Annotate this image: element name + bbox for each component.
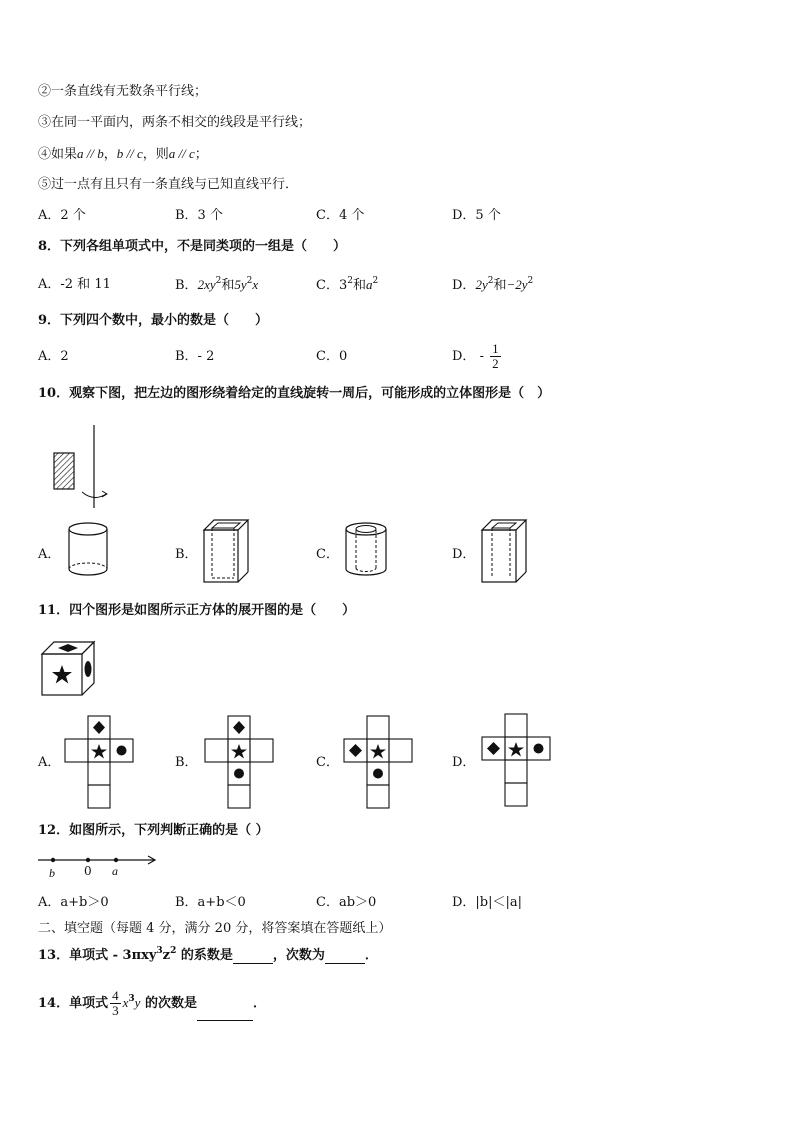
net-b (204, 715, 276, 810)
diamond-icon (349, 744, 362, 757)
q9-option-b: B．- 2 (175, 349, 215, 364)
star-icon (52, 665, 72, 684)
q12-option-b: B．a+b＜0 (175, 895, 246, 910)
q8-option-a: A．-2 和 11 (38, 277, 111, 292)
q10-label-a: A． (38, 547, 61, 562)
q9-stem: 9．下列四个数中，最小的数是（ ） (38, 313, 269, 328)
star-icon (231, 744, 247, 759)
star-icon (370, 744, 386, 759)
q10-cylinder (64, 519, 112, 581)
q10-hollow-cylinder (340, 519, 392, 581)
star-icon (508, 742, 524, 757)
q10-label-c: C． (316, 547, 339, 562)
net-a (64, 715, 136, 810)
diamond-icon (233, 721, 245, 734)
circle-icon (534, 744, 544, 754)
diamond-icon (487, 742, 500, 755)
net-d (481, 713, 553, 808)
q9-fraction: $\frac{1}{2}$ (492, 341, 499, 371)
q11-cube (40, 640, 98, 698)
q14-blank[interactable] (197, 1008, 253, 1021)
q11-label-b: B． (175, 755, 198, 770)
q10-hollow-prism-b (198, 516, 254, 586)
circle-icon (373, 769, 383, 779)
axis-label-b: b (49, 866, 55, 880)
q9-option-a: A．2 (38, 349, 69, 364)
net-c (343, 715, 415, 810)
q8-option-c: C．$3^2$和$a^2$ (316, 276, 379, 293)
q11-stem: 11．四个图形是如图所示正方体的展开图的是（ ） (38, 603, 356, 618)
circle-icon (85, 661, 92, 677)
q10-label-b: B． (175, 547, 198, 562)
section-2-heading: 二、填空题（每题 4 分，满分 20 分，将答案填在答题纸上） (38, 921, 392, 936)
statement-5: ⑤过一点有且只有一条直线与已知直线平行． (38, 177, 299, 192)
q10-label-d: D． (452, 547, 476, 562)
q7-option-b: B．3 个 (175, 208, 223, 223)
diamond-icon (93, 721, 105, 734)
axis-label-a: a (112, 864, 118, 878)
q8-option-d: D．$2y^2$和$-2y^2$ (452, 276, 534, 293)
q14: 14．单项式 $\frac{4}{3}$ $x^3y$ 的次数是 ． (38, 986, 266, 1021)
q12-option-d: D．|b|＜|a| (452, 895, 523, 910)
q10-stem: 10．观察下图，把左边的图形绕着给定的直线旋转一周后，可能形成的立体图形是（ ） (38, 386, 551, 401)
rotation-figure (40, 420, 120, 510)
q7-option-d: D．5 个 (452, 208, 501, 223)
axis-label-zero: 0 (84, 864, 92, 878)
q7-option-c: C．4 个 (316, 208, 365, 223)
q10-hollow-prism-d (476, 516, 532, 586)
q12-option-c: C．ab＞0 (316, 895, 377, 910)
star-icon (91, 744, 107, 759)
diamond-icon (58, 644, 78, 652)
circle-icon (117, 746, 127, 756)
q12-option-a: A．a+b＞0 (38, 895, 109, 910)
q9-option-d: D． - $\frac{1}{2}$ (452, 341, 499, 371)
q8-stem: 8．下列各组单项式中，不是同类项的一组是（ ） (38, 239, 347, 254)
q7-option-a: A．2 个 (38, 208, 86, 223)
q12-stem: 12．如图所示，下列判断正确的是（ ） (38, 823, 269, 838)
q11-label-d: D． (452, 755, 476, 770)
statement-2: ②一条直线有无数条平行线； (38, 84, 208, 99)
statement-4: ④如果a // b，b // c，则a // c； (38, 146, 208, 162)
q13-blank-2[interactable] (325, 951, 365, 964)
point-a (114, 858, 118, 862)
q9-option-c: C．0 (316, 349, 348, 364)
q11-label-a: A． (38, 755, 61, 770)
q8-option-b: B．$2xy^2$和$5y^2x$ (175, 276, 259, 293)
q13: 13．单项式 - $3\pi xy^3z^2$ 的系数是 ，次数为 ． (38, 946, 378, 963)
circle-icon (234, 769, 244, 779)
point-b (51, 858, 55, 862)
q13-blank-1[interactable] (233, 951, 273, 964)
point-zero (86, 858, 90, 862)
q11-label-c: C． (316, 755, 339, 770)
statement-3: ③在同一平面内，两条不相交的线段是平行线； (38, 115, 312, 130)
